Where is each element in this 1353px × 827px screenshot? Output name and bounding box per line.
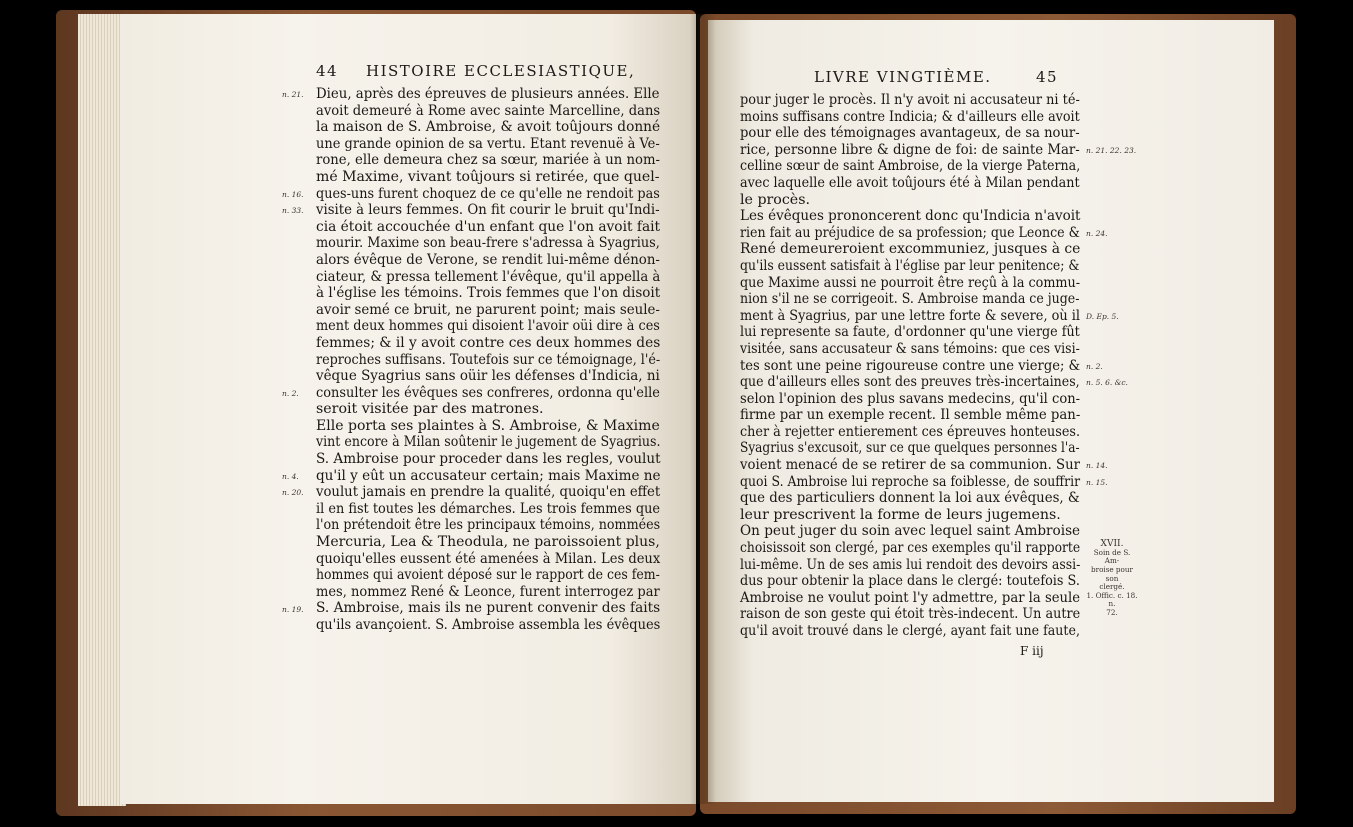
- text-line: vint encore à Milan soûtenir le jugement de Syagrius.: [316, 434, 661, 451]
- text-line: Mercuria, Lea & Theodula, ne paroissoient plus,: [316, 534, 660, 551]
- text-line: Dieu, après des épreuves de plusieurs années. Elle: [316, 86, 660, 102]
- text-line: une grande opinion de sa vertu. Etant revenuë à Ve-: [316, 135, 660, 152]
- text-line: alors évêque de Verone, se rendit lui-même dénon-: [316, 251, 660, 268]
- margin-note: n. 21.: [282, 90, 304, 99]
- text-line: que des particuliers donnent la loi aux évêques, &: [740, 490, 1080, 507]
- text-line: reproches suffisans. Toutefois sur ce témoignage, l'é-: [316, 351, 661, 368]
- sidenote-line: XVII.: [1100, 539, 1124, 550]
- text-line: S. Ambroise, mais ils ne purent convenir des faits: [316, 600, 661, 617]
- sidenote-line: 72.: [1106, 607, 1118, 617]
- sidenote-line: 1. Offic. c. 18. n.: [1086, 590, 1138, 609]
- text-line: consulter les évêques ses confreres, ordonna qu'elle: [316, 384, 660, 401]
- text-line: ciateur, & pressa tellement l'évêque, qu'il appella à: [316, 268, 661, 285]
- text-line: il en fist toutes les démarches. Les trois femmes que: [316, 500, 660, 517]
- text-line: hommes qui avoient déposé sur le rapport de ces fem-: [316, 567, 660, 584]
- sidenote: [1086, 540, 1138, 617]
- text-line: ques-uns furent choquez de ce qu'elle ne rendoit pas: [316, 185, 660, 202]
- text-line: voulut jamais en prendre la qualité, quoiqu'en effet: [316, 484, 661, 501]
- margin-note: n. 4.: [282, 471, 299, 481]
- text-line: rone, elle demeura chez sa sœur, mariée à un nom-: [316, 152, 660, 169]
- book-gutter: [690, 14, 716, 804]
- text-line: Elle porta ses plaintes à S. Ambroise, & Maxime: [316, 417, 660, 434]
- margin-note: n. 2.: [1086, 361, 1103, 371]
- text-line: mourir. Maxime son beau-frere s'adressa à Syagrius,: [316, 235, 660, 252]
- right-page-number: 45: [1036, 68, 1059, 86]
- text-line: que Maxime aussi ne pourroit être reçû à la commu-: [740, 274, 1081, 291]
- text-line: le procès.: [740, 191, 810, 208]
- text-line: selon l'opinion des plus savans medecins, qu'il con-: [740, 390, 1081, 407]
- text-line: mes, nommez René & Leonce, furent interrogez par: [316, 583, 660, 600]
- text-line: Ambroise ne voulut point l'y admettre, par la seule: [740, 589, 1081, 606]
- text-line: On peut juger du soin avec lequel saint Ambroise: [740, 523, 1081, 540]
- margin-note: n. 19.: [282, 604, 304, 614]
- text-line: qu'il y eût un accusateur certain; mais Maxime ne: [316, 467, 661, 484]
- text-line: quoi S. Ambroise lui reproche sa foiblesse, de souffrir: [740, 473, 1081, 490]
- left-running-head: HISTOIRE ECCLESIASTIQUE,: [366, 62, 636, 80]
- text-line: Les évêques prononcerent donc qu'Indicia n'avoit: [740, 208, 1081, 225]
- text-line: S. Ambroise pour proceder dans les regles, voulut: [316, 451, 661, 468]
- text-line: dus pour obtenir la place dans le clergé: toutefois S.: [740, 573, 1080, 590]
- margin-note: n. 20.: [282, 488, 304, 498]
- text-line: cia étoit accouchée d'un enfant que l'on avoit fait: [316, 218, 661, 235]
- text-line: firme par un exemple recent. Il semble même pan-: [740, 407, 1081, 424]
- left-page: [120, 14, 696, 804]
- signature-mark: F iij: [1020, 644, 1044, 658]
- text-line: la maison de S. Ambroise, & avoit toûjours donné: [316, 119, 661, 136]
- margin-note: n. 14.: [1086, 461, 1108, 471]
- margin-note: D. Ep. 5.: [1086, 311, 1119, 321]
- text-line: avec laquelle elle avoit toûjours été à Milan pendant: [740, 174, 1080, 191]
- text-line: rice, personne libre & digne de foi: de sainte Mar-: [740, 141, 1080, 158]
- text-line: qu'ils avançoient. S. Ambroise assembla les évêques: [316, 617, 661, 633]
- text-line: choisissoit son clergé, par ces exemples qu'il rapporte: [740, 540, 1081, 557]
- text-line: à l'église les témoins. Trois femmes que l'on disoit: [316, 285, 661, 302]
- right-page: [708, 20, 1274, 802]
- text-line: celline sœur de saint Ambroise, de la vierge Paterna,: [740, 158, 1081, 175]
- text-line: qu'ils eussent satisfait à l'église par leur penitence; &: [740, 257, 1080, 274]
- text-line: nion s'il ne se corrigeoit. S. Ambroise manda ce juge-: [740, 291, 1080, 308]
- text-line: seroit visitée par des matrones.: [316, 401, 544, 418]
- text-line: avoit demeuré à Rome avec sainte Marcelline, dans: [316, 102, 661, 119]
- margin-note: n. 21. 22. 23.: [1086, 145, 1137, 155]
- text-line: raison de son geste qui étoit très-indecent. Un autre: [740, 606, 1081, 623]
- text-line: pour elle des témoignages avantageux, de sa nour-: [740, 125, 1080, 142]
- sidenote-line: broise pour son: [1091, 564, 1133, 583]
- margin-note: n. 24.: [1086, 228, 1108, 238]
- text-line: Syagrius s'excusoit, sur ce que quelques personnes l'a-: [740, 440, 1080, 457]
- sidenote-line: clergé.: [1099, 582, 1125, 592]
- margin-note: n. 16.: [282, 189, 304, 199]
- right-body-text: [740, 92, 1080, 640]
- margin-note: n. 2.: [282, 388, 299, 398]
- margin-note: n. 5. 6. &c.: [1086, 378, 1128, 388]
- text-line: quoiqu'elles eussent été amenées à Milan. Les deux: [316, 550, 661, 567]
- text-line: lui-même. Un de ses amis lui rendoit des devoirs assi-: [740, 556, 1081, 573]
- text-line: mé Maxime, vivant toûjours si retirée, que quel-: [316, 168, 660, 185]
- text-line: visite à leurs femmes. On fit courir le bruit qu'Indi-: [316, 202, 660, 219]
- text-line: lui represente sa faute, d'ordonner qu'une vierge fût: [740, 324, 1080, 341]
- sidenote-line: Soin de S. Am-: [1093, 547, 1131, 566]
- text-line: que d'ailleurs elles sont des preuves très-incertaines,: [740, 374, 1080, 391]
- left-page-number: 44: [316, 62, 339, 80]
- text-line: René demeureroient excommuniez, jusques à ce: [740, 241, 1081, 258]
- text-line: moins suffisans contre Indicia; & d'ailleurs elle avoit: [740, 108, 1080, 125]
- text-line: qu'il avoit trouvé dans le clergé, ayant fait une faute,: [740, 623, 1080, 639]
- text-line: rien fait au préjudice de sa profession; que Leonce &: [740, 224, 1080, 241]
- margin-note: n. 15.: [1086, 477, 1108, 487]
- text-line: tes sont une peine rigoureuse contre une vierge; &: [740, 357, 1081, 374]
- text-line: voient menacé de se retirer de sa communion. Sur: [740, 457, 1080, 474]
- text-line: leur prescrivent la forme de leurs jugemens.: [740, 506, 1061, 523]
- text-line: femmes; & il y avoit contre ces deux hommes des: [316, 334, 661, 351]
- text-line: avoir semé ce bruit, ne parurent point; mais seule-: [316, 301, 660, 318]
- text-line: l'on prétendoit être les principaux témoins, nommées: [316, 517, 661, 534]
- text-line: visitée, sans accusateur & sans témoins: que ces visi-: [740, 340, 1080, 357]
- text-line: ment à Syagrius, par une lettre forte & severe, où il: [740, 307, 1081, 324]
- page-edges: [78, 14, 126, 806]
- text-line: vêque Syagrius sans oüir les défenses d'Indicia, ni: [316, 368, 660, 385]
- margin-note: n. 33.: [282, 206, 304, 216]
- text-line: ment deux hommes qui disoient l'avoir oüi dire à ces: [316, 318, 660, 335]
- left-body-text: [316, 86, 660, 634]
- text-line: cher à rejetter entierement ces épreuves honteuses.: [740, 423, 1081, 440]
- right-running-head: LIVRE VINGTIÈME.: [814, 68, 992, 86]
- text-line: pour juger le procès. Il n'y avoit ni accusateur ni té-: [740, 92, 1080, 108]
